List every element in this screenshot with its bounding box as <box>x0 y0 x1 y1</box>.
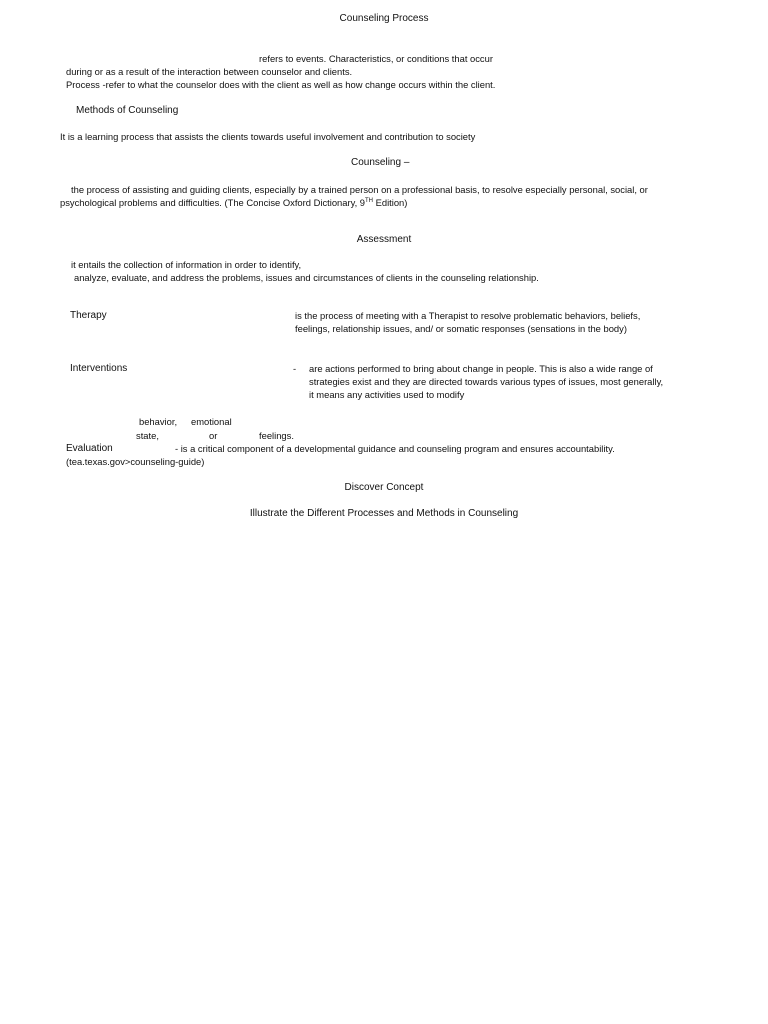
interventions-line-1: are actions performed to bring about change in people. This is also a wide range of <box>309 363 653 374</box>
therapy-line-2: feelings, relationship issues, and/ or somatic responses (sensations in the body) <box>295 323 627 334</box>
assessment-heading: Assessment <box>356 234 412 245</box>
evaluation-term: Evaluation <box>66 443 113 454</box>
counseling-definition-line-2 <box>60 197 407 209</box>
discover-concept-heading: Discover Concept <box>344 482 424 493</box>
learning-process-text: It is a learning process that assists the clients towards useful involvement and contribution to society <box>60 131 476 142</box>
counseling-definition-line-1: the process of assisting and guiding clients, especially by a trained person on a professional basis, to resolve especially personal, social, or <box>71 184 648 195</box>
fragment-feelings: feelings. <box>259 430 294 441</box>
intro-line-1: refers to events. Characteristics, or conditions that occur <box>259 53 493 64</box>
page-title: Counseling Process <box>339 13 429 24</box>
illustrate-heading: Illustrate the Different Processes and Methods in Counseling <box>249 508 519 519</box>
methods-heading: Methods of Counseling <box>76 105 179 116</box>
fragment-behavior: behavior, <box>139 416 178 427</box>
interventions-term: Interventions <box>70 363 128 374</box>
intro-line-2: during or as a result of the interaction between counselor and clients. <box>66 66 353 77</box>
therapy-line-1: is the process of meeting with a Therapist to resolve problematic behaviors, beliefs, <box>295 310 641 321</box>
counseling-definition-text: psychological problems and difficulties. (The Concise Oxford Dictionary, 9 <box>60 197 365 208</box>
interventions-line-3: it means any activities used to modify <box>309 389 465 400</box>
edition-suffix: Edition) <box>373 197 408 208</box>
counseling-heading: Counseling – <box>351 157 410 168</box>
edition-superscript: TH <box>365 197 373 204</box>
fragment-state: state, <box>136 430 159 441</box>
evaluation-definition: - is a critical component of a developmental guidance and counseling program and ensures accountability. <box>175 443 615 454</box>
assessment-line-1: it entails the collection of information in order to identify, <box>71 259 302 270</box>
process-definition: Process -refer to what the counselor does with the client as well as how change occurs within the client. <box>66 79 496 90</box>
fragment-emotional: emotional <box>191 416 232 427</box>
interventions-line-2: strategies exist and they are directed towards various types of issues, most generally, <box>309 376 664 387</box>
assessment-line-2: analyze, evaluate, and address the problems, issues and circumstances of clients in the counseling relationship. <box>74 272 539 283</box>
evaluation-source: (tea.texas.gov>counseling-guide) <box>66 456 205 467</box>
fragment-or: or <box>209 430 218 441</box>
interventions-dash: - <box>293 363 297 374</box>
therapy-term: Therapy <box>70 310 107 321</box>
